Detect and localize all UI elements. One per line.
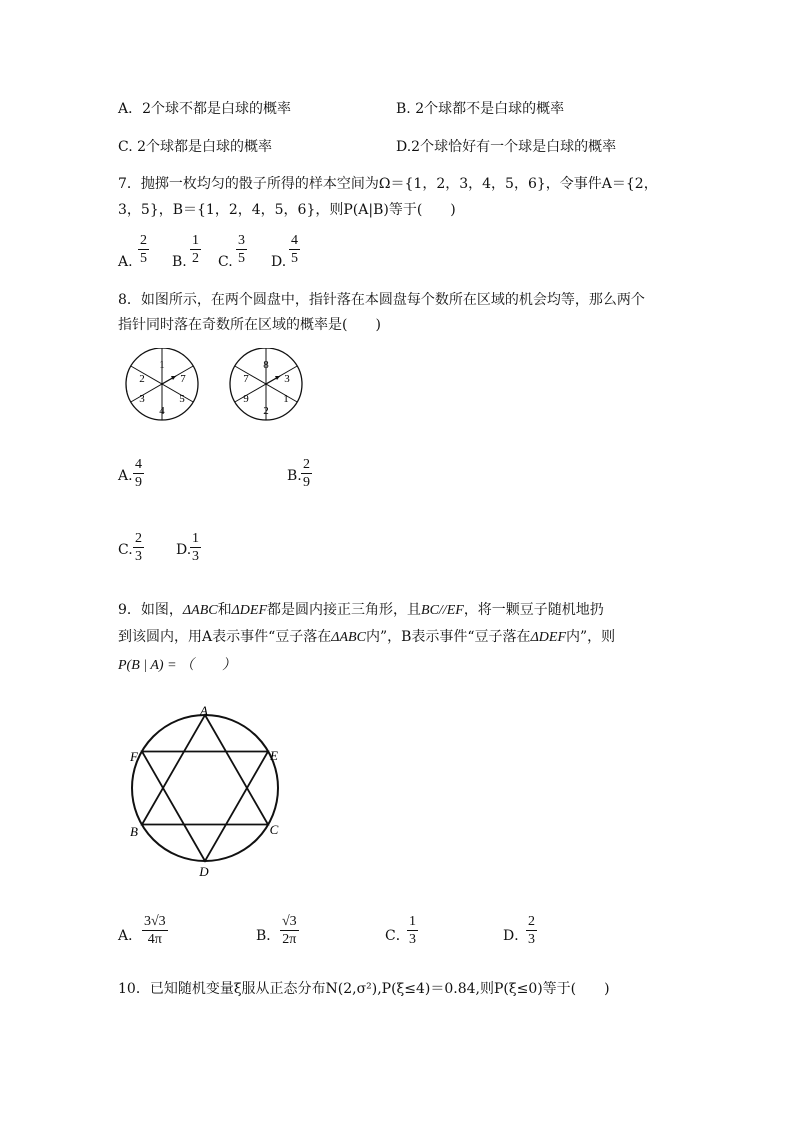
disc-right-sector: 2 (263, 405, 269, 417)
q8-option-d-label: D. (176, 542, 192, 558)
q6-option-b: B. 2个球都不是白球的概率 (396, 101, 565, 117)
q9-text-line3: P(B | A) = （ ） (118, 658, 237, 673)
q9-option-d-fraction: $\frac{2}{3}$ (528, 914, 535, 947)
vertex-label-b: B (130, 824, 138, 839)
disc-left-sector: 2 (139, 373, 145, 385)
vertex-label-a: A (200, 703, 208, 718)
q7-option-a-fraction: $\frac{2}{5}$ (140, 233, 147, 266)
disc-left-sector: 4 (159, 405, 165, 417)
q9-option-a-fraction: $\frac{3√3}{4\pi}$ (144, 914, 166, 947)
triangle-abc (142, 715, 268, 825)
q7-option-b-label: B. (172, 254, 187, 270)
q8-option-c-label: C. (118, 542, 133, 558)
q8-option-d-fraction: $\frac{1}{3}$ (192, 531, 199, 564)
q9-option-c-fraction: $\frac{1}{3}$ (409, 914, 416, 947)
spinner-disc-right (230, 348, 302, 420)
disc-right-sector: 3 (284, 373, 290, 385)
q8-option-a-fraction: $\frac{4}{9}$ (135, 457, 142, 490)
spinner-discs-figure (120, 348, 320, 428)
q7-text-line1: 7．抛掷一枚均匀的骰子所得的样本空间为Ω＝{1，2，3，4，5，6}，令事件A＝{2， (118, 176, 658, 192)
q9-option-b-label: B． (256, 928, 281, 944)
disc-left-sector: 7 (180, 373, 186, 385)
disc-right-sector: 8 (263, 359, 269, 371)
q7-option-d-fraction: $\frac{4}{5}$ (291, 233, 298, 266)
disc-right-sector: 9 (243, 393, 249, 405)
q7-option-c-label: C. (218, 254, 233, 270)
disc-left-sector: 3 (139, 393, 145, 405)
q8-option-c-fraction: $\frac{2}{3}$ (135, 531, 142, 564)
q8-text-line1: 8．如图所示，在两个圆盘中，指针落在本圆盘每个数所在区域的机会均等，那么两个 (118, 292, 645, 308)
q7-option-d-label: D. (271, 254, 287, 270)
q6-option-a: A．2个球不都是白球的概率 (118, 101, 292, 117)
disc-right-sector: 1 (283, 393, 289, 405)
vertex-label-d: D (199, 864, 209, 879)
q9-option-c-label: C． (385, 928, 410, 944)
q7-option-c-fraction: $\frac{3}{5}$ (238, 233, 245, 266)
q7-option-a-label: A. (118, 254, 133, 270)
q8-text-line2: 指针同时落在奇数所在区域的概率是( ) (118, 317, 381, 333)
vertex-label-c: C (269, 822, 279, 837)
q8-option-b-fraction: $\frac{2}{9}$ (303, 457, 310, 490)
spinner-disc-left (126, 348, 198, 420)
vertex-label-f: F (130, 749, 138, 764)
q9-option-b-fraction: $\frac{√3}{2\pi}$ (282, 914, 297, 947)
disc-left-sector: 1 (159, 359, 165, 371)
q10-text: 10．已知随机变量ξ服从正态分布N(2,σ²),P(ξ≤4)＝0.84,则P(ξ≤0)等于( ) (118, 981, 610, 997)
q9-option-d-label: D． (503, 928, 529, 944)
q8-option-a-label: A. (118, 468, 133, 484)
disc-right-sector: 7 (243, 373, 249, 385)
q7-option-b-fraction: $\frac{1}{2}$ (192, 233, 199, 266)
q9-option-a-label: A． (118, 928, 143, 944)
q9-text-line1: 9．如图，ΔABC和ΔDEF都是圆内接正三角形，且BC//EF，将一颗豆子随机地扔 (118, 602, 604, 618)
vertex-label-e: E (270, 748, 278, 763)
q6-option-d: D.2个球恰好有一个球是白球的概率 (396, 139, 617, 155)
triangle-def (142, 752, 268, 862)
disc-left-sector: 5 (179, 393, 185, 405)
q9-text-line2: 到该圆内，用A表示事件“豆子落在ΔABC内”，B表示事件“豆子落在ΔDEF内”，则 (118, 629, 616, 645)
q8-option-b-label: B. (287, 468, 302, 484)
q6-option-c: C. 2个球都是白球的概率 (118, 139, 273, 155)
hexagram-circle-figure (120, 700, 295, 885)
q7-text-line2: 3，5}，B＝{1，2，4，5，6}，则P(A|B)等于( ) (118, 202, 456, 218)
